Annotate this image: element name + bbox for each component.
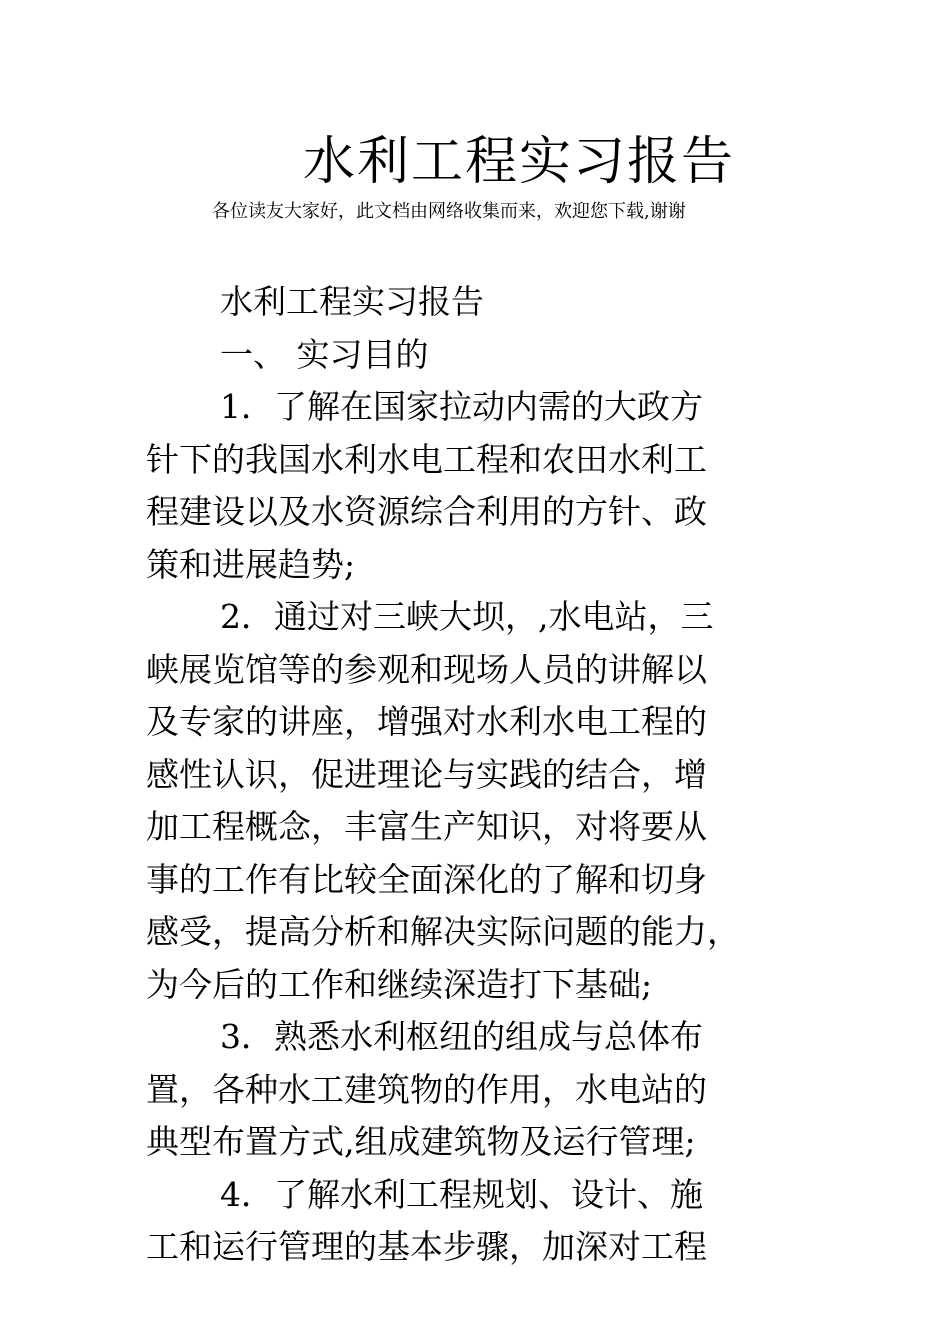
- document-title: 水利工程实习报告: [302, 132, 735, 192]
- document-body: [146, 276, 826, 1274]
- paragraph-line: 感受，提高分析和解决实际问题的能力，: [146, 912, 740, 951]
- paragraph-line: 工和运行管理的基本步骤，加深对工程: [146, 1227, 707, 1266]
- paragraph-line: 感性认识，促进理论与实践的结合，增: [146, 754, 707, 794]
- document-subtitle: 各位读友大家好，此文档由网络收集而来，欢迎您下载,谢谢: [212, 201, 686, 222]
- paragraph-line: 4．了解水利工程规划、设计、施: [220, 1174, 703, 1214]
- paragraph-line: 策和进展趋势;: [146, 544, 356, 584]
- paragraph-line: 典型布置方式,组成建筑物及运行管理;: [146, 1122, 696, 1161]
- paragraph-line: 3．熟悉水利枢纽的组成与总体布: [220, 1017, 703, 1056]
- body-heading: 水利工程实习报告: [220, 282, 484, 321]
- paragraph-line: 置，各种水工建筑物的作用，水电站的: [146, 1069, 707, 1109]
- paragraph-line: 1．了解在国家拉动内需的大政方: [220, 387, 703, 426]
- paragraph-line: 程建设以及水资源综合利用的方针、政: [146, 492, 707, 531]
- paragraph-line: 加工程概念，丰富生产知识，对将要从: [146, 807, 707, 846]
- paragraph-line: 及专家的讲座，增强对水利水电工程的: [146, 702, 707, 741]
- paragraph-line: 事的工作有比较全面深化的了解和切身: [146, 859, 707, 899]
- paragraph-line: 2．通过对三峡大坝，,水电站，三: [220, 597, 714, 636]
- paragraph-line: 针下的我国水利水电工程和农田水利工: [146, 439, 707, 479]
- paragraph-line: 峡展览馆等的参观和现场人员的讲解以: [146, 649, 707, 689]
- paragraph-line: 为今后的工作和继续深造打下基础;: [146, 964, 653, 1004]
- section-heading: 一、 实习目的: [220, 334, 429, 374]
